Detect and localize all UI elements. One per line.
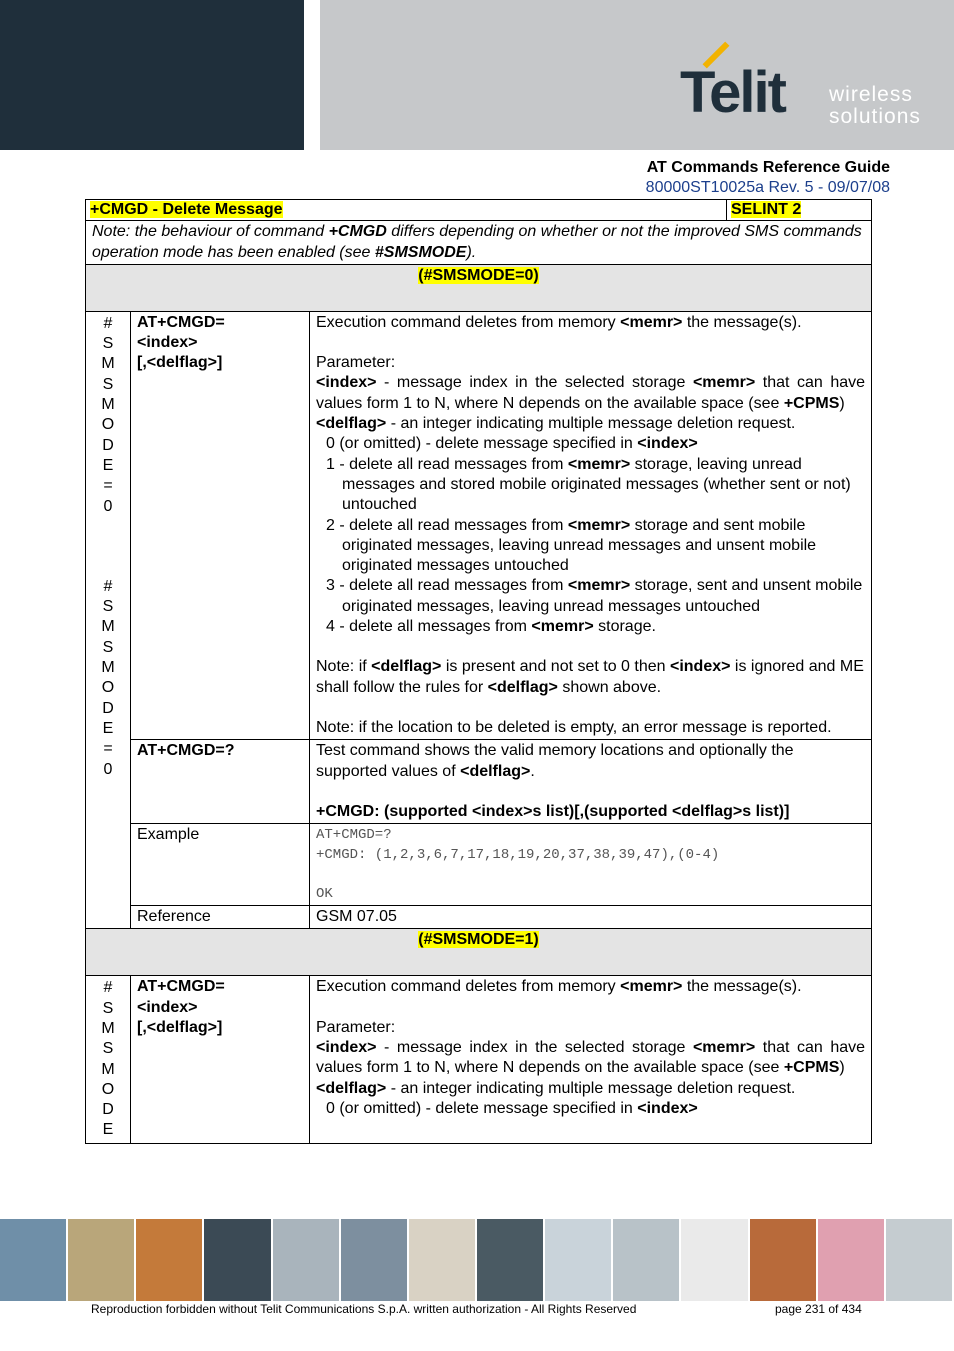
footer-photo — [204, 1219, 272, 1301]
vertical-char: 0 — [103, 497, 113, 515]
example-code: AT+CMGD=? +CMGD: (1,2,3,6,7,17,18,19,20,37,38,39,47),(0-4) OK — [310, 824, 872, 906]
vertical-char: # — [103, 979, 113, 997]
telit-logo: Telit — [680, 60, 785, 125]
vertical-char: M — [101, 396, 115, 414]
mode1-row — [86, 929, 872, 976]
vertical-char: S — [102, 375, 114, 393]
vertical-char: M — [101, 618, 115, 636]
vertical-char: S — [102, 335, 114, 353]
vertical-char: O — [101, 416, 115, 434]
vertical-char: M — [101, 1019, 115, 1037]
vertical-char: E — [102, 1121, 114, 1139]
vertical-char: S — [102, 999, 114, 1017]
vertical-char: # — [103, 314, 113, 332]
example-row — [86, 824, 872, 906]
footer-photo — [681, 1219, 749, 1301]
vertical-char: 0 — [103, 760, 113, 778]
footer-photo — [886, 1219, 954, 1301]
vertical-char: S — [102, 638, 114, 656]
vertical-char: S — [102, 598, 114, 616]
footer-photo — [750, 1219, 818, 1301]
logo-tagline: wireless solutions — [829, 83, 921, 128]
vertical-char: E — [102, 719, 114, 737]
reference-row — [86, 906, 872, 929]
behaviour-note: Note: the behaviour of command +CMGD differs depending on whether or not the improved SMS commands operation mode has been enabled (see #SMSMODE). — [86, 221, 872, 265]
footer-photo — [818, 1219, 886, 1301]
vertical-char: M — [101, 1060, 115, 1078]
vertical-char: # — [103, 577, 113, 595]
command-table — [85, 199, 872, 1144]
footer-photo — [273, 1219, 341, 1301]
page-number: page 231 of 434 — [775, 1302, 862, 1316]
footer-photo — [0, 1219, 68, 1301]
vertical-char: M — [101, 659, 115, 677]
exec-description: Execution command deletes from memory <memr> the message(s). Parameter: <index> - message index in the selected storage <memr> that can have values form 1 to N, where N depends on the available space (see +CPMS) <delflag> - an integer indicating multiple message deletion request. 0 (or omitted) - delete message specified in <index> 1 - delete all read messages from <memr> storage, leaving unread messages and stored mobile originated messages (whether sent or not) untouched 2 - delete all read messages from <memr> storage and sent mobile originated messages, leaving unread messages and unsent mobile originated messages untouched 3 - delete all read messages from <memr> storage, sent and unsent mobile originated messages, leaving unread messages untouched 4 - delete all messages from <memr> storage. Note: if <delflag> is present and not set to 0 then <index> is ignored and ME shall follow the rules for <delflag> shown above. Note: if the location to be deleted is empty, an error message is reported. — [310, 311, 872, 739]
footer-photo — [409, 1219, 477, 1301]
mode1-label: (#SMSMODE=1) — [418, 931, 539, 949]
vertical-char: M — [101, 355, 115, 373]
reference-label: Reference — [131, 906, 310, 929]
vertical-char: = — [103, 477, 113, 495]
vertical-char: D — [102, 436, 114, 454]
footer-photo — [68, 1219, 136, 1301]
note-row — [86, 221, 872, 265]
exec-row-mode1 — [86, 976, 872, 1143]
document-title: AT Commands Reference Guide — [646, 159, 890, 176]
footer-photo — [613, 1219, 681, 1301]
exec-description-mode1: Execution command deletes from memory <memr> the message(s). Parameter: <index> - message index in the selected storage <memr> that can have values form 1 to N, where N depends on the available space (see +CPMS) <delflag> - an integer indicating multiple message deletion request. 0 (or omitted) - delete message specified in <index> — [310, 976, 872, 1143]
title-row — [86, 200, 872, 221]
footer-photo — [136, 1219, 204, 1301]
vertical-char: D — [102, 699, 114, 717]
mode0-row — [86, 264, 872, 311]
document-revision: 80000ST10025a Rev. 5 - 09/07/08 — [645, 179, 890, 196]
vertical-char: D — [102, 1101, 114, 1119]
footer-photo — [341, 1219, 409, 1301]
exec-row — [86, 311, 872, 739]
footer-photo — [477, 1219, 545, 1301]
command-title: +CMGD - Delete Message — [90, 201, 283, 218]
footer-photo — [545, 1219, 613, 1301]
footer-notice: Reproduction forbidden without Telit Communications S.p.A. written authorization - All Rights Reserved — [91, 1302, 637, 1316]
reference-value: GSM 07.05 — [310, 906, 872, 929]
exec-syntax-mode1: AT+CMGD= <index> [,<delflag>] — [131, 976, 310, 1143]
example-label: Example — [131, 824, 310, 906]
test-syntax: AT+CMGD=? — [131, 740, 310, 824]
test-row — [86, 740, 872, 824]
exec-syntax: AT+CMGD= <index> [,<delflag>] — [131, 311, 310, 739]
vertical-char: = — [103, 740, 113, 758]
vertical-mode-label-2 — [86, 976, 131, 1143]
vertical-char: E — [102, 456, 114, 474]
selint-badge: SELINT 2 — [731, 201, 802, 218]
footer-photo-strip — [0, 1219, 954, 1301]
vertical-mode-label — [86, 311, 131, 823]
vertical-char: O — [101, 679, 115, 697]
test-description: Test command shows the valid memory locations and optionally the supported values of <delflag>. +CMGD: (supported <index>s list)[,(supported <delflag>s list)] — [310, 740, 872, 824]
mode0-label: (#SMSMODE=0) — [418, 266, 539, 284]
vertical-char: S — [102, 1040, 114, 1058]
vertical-char: O — [101, 1080, 115, 1098]
header-dark-panel — [0, 0, 304, 150]
